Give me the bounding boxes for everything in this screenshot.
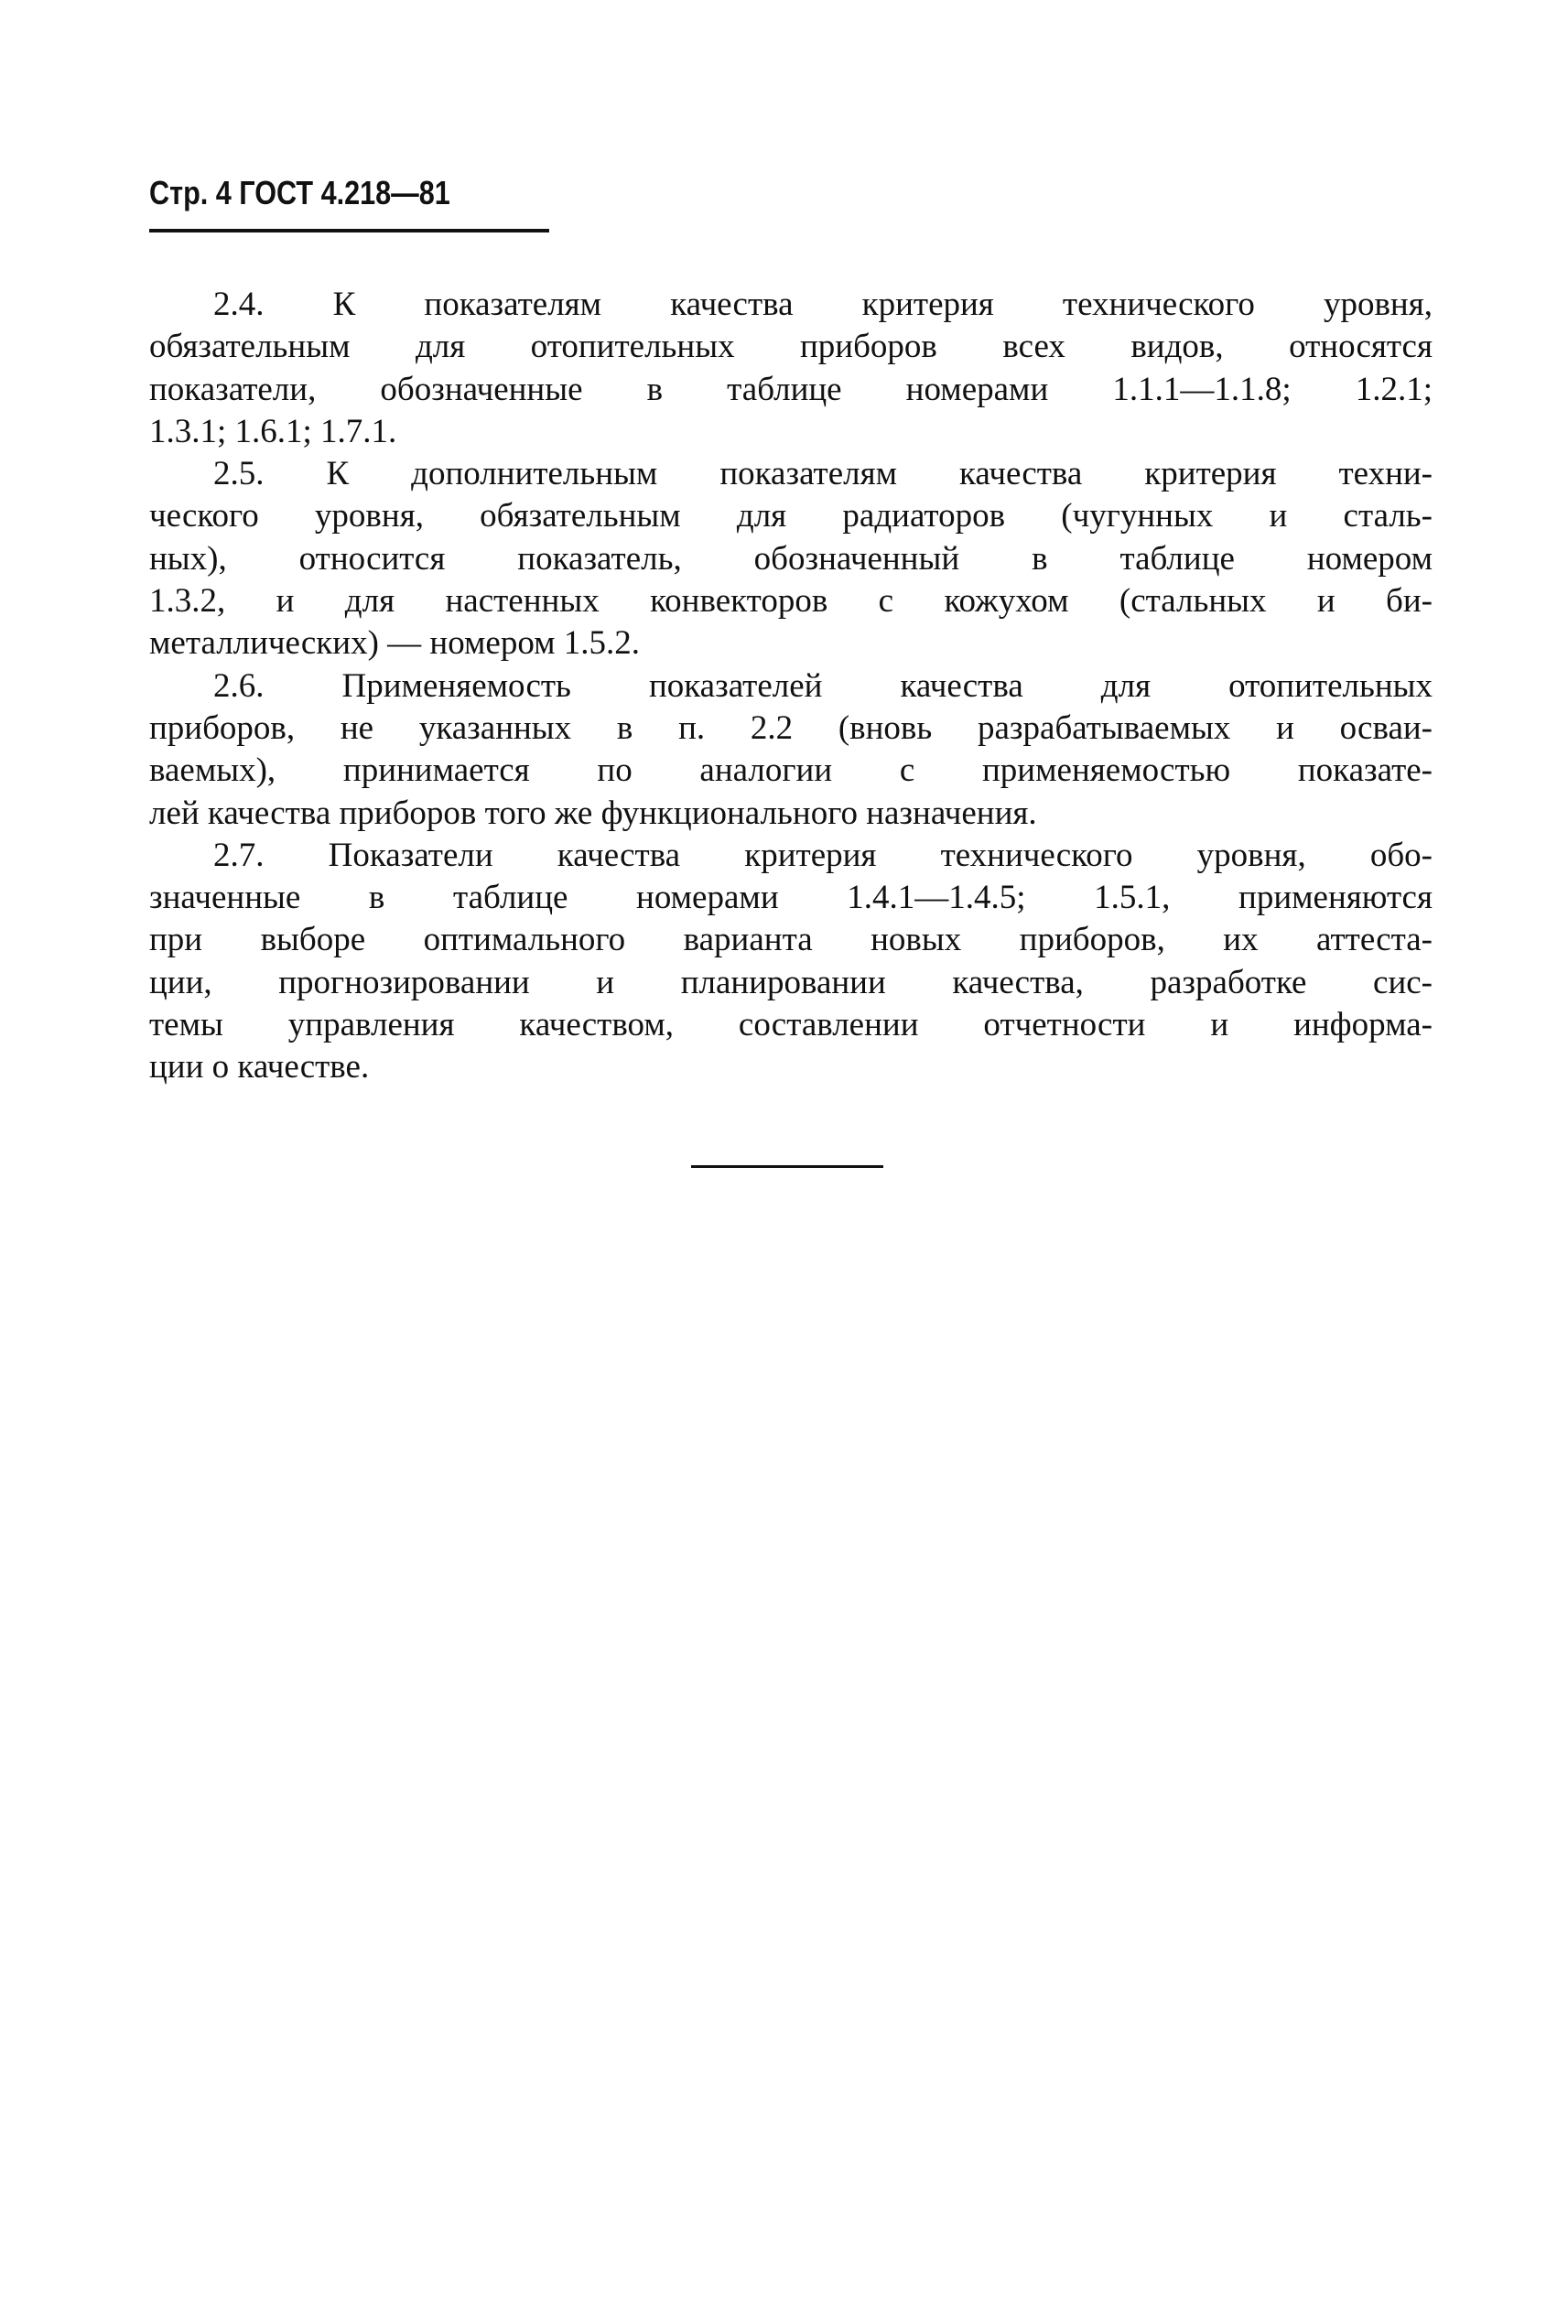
header-divider — [149, 229, 549, 232]
paragraph — [149, 665, 1433, 835]
text-line: при выборе оптимального варианта новых приборов, их аттеста- — [149, 921, 1433, 959]
text-line: 2.7. Показатели качества критерия технического уровня, обо- — [213, 836, 1433, 874]
text-line: металлических) — номером 1.5.2. — [149, 624, 641, 663]
end-divider — [691, 1165, 883, 1168]
text-line: ваемых), принимается по аналогии с применяемостью показате- — [149, 751, 1433, 790]
text-line: 1.3.1; 1.6.1; 1.7.1. — [149, 412, 397, 450]
paragraph — [149, 453, 1433, 665]
text-line: показатели, обозначенные в таблице номерами 1.1.1—1.1.8; 1.2.1; — [149, 370, 1433, 408]
text-line: лей качества приборов того же функционального назначения. — [149, 794, 1037, 832]
text-line: 2.5. К дополнительным показателям качества критерия техни- — [213, 455, 1433, 493]
text-line: 2.6. Применяемость показателей качества для отопительных — [213, 666, 1433, 705]
document-body — [149, 284, 1433, 1089]
text-line: ции, прогнозировании и планировании качества, разработке сис- — [149, 963, 1433, 1001]
paragraph — [149, 284, 1433, 453]
text-line: 2.4. К показателям качества критерия технического уровня, — [213, 286, 1433, 323]
page-header: Стр. 4 ГОСТ 4.218—81 — [149, 174, 450, 211]
paragraph — [149, 835, 1433, 1089]
text-line: темы управления качеством, составлении отчетности и информа- — [149, 1006, 1433, 1044]
text-line: 1.3.2, и для настенных конвекторов с кожухом (стальных и би- — [149, 582, 1433, 621]
text-line: ции о качестве. — [149, 1048, 370, 1086]
text-line: ческого уровня, обязательным для радиаторов (чугунных и сталь- — [149, 497, 1433, 535]
text-line: обязательным для отопительных приборов всех видов, относятся — [149, 328, 1433, 366]
text-line: приборов, не указанных в п. 2.2 (вновь разрабатываемых и осваи- — [149, 708, 1433, 747]
text-line: значенные в таблице номерами 1.4.1—1.4.5; 1.5.1, применяются — [149, 879, 1433, 917]
text-line: ных), относится показатель, обозначенный в таблице номером — [149, 539, 1433, 578]
